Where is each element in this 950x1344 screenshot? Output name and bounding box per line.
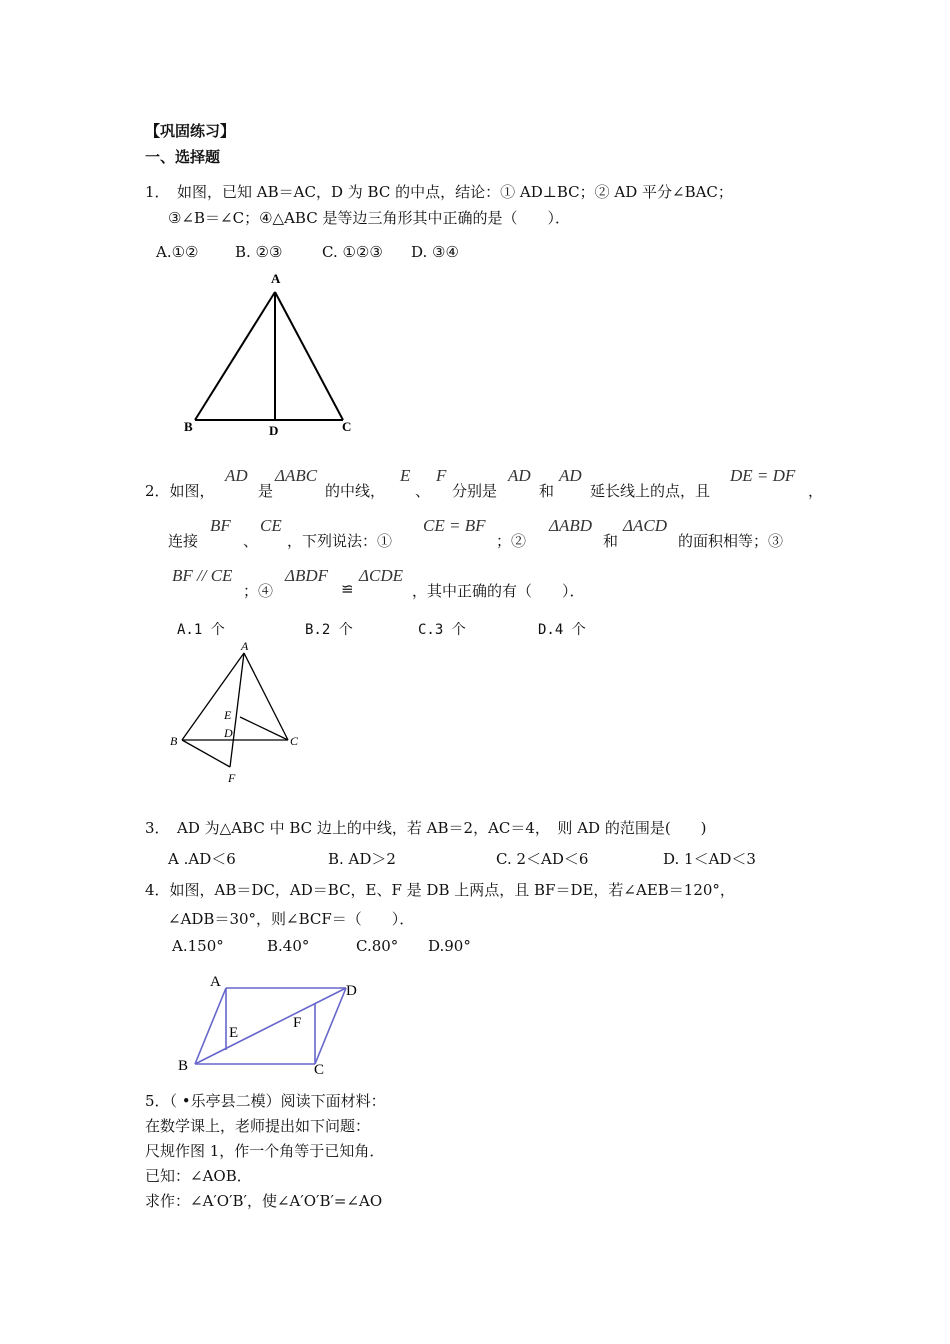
- q2-extension: 延长线上的点，且: [590, 482, 711, 500]
- q2-option-b: B.2 个: [305, 622, 353, 638]
- q2-label-d: D: [224, 726, 233, 740]
- q2-ad3: AD: [559, 466, 582, 485]
- q4-line1: 4．如图，AB＝DC，AD＝BC，E、F 是 DB 上两点，且 BF＝DE，若∠AEB＝120°，: [145, 881, 735, 899]
- q2-triangle-figure: [160, 635, 320, 790]
- q1-label-a: A: [271, 271, 281, 286]
- q1-line2: ③∠B＝∠C；④△ABC 是等边三角形其中正确的是（ ）．: [168, 209, 570, 227]
- q3-option-b: B. AD＞2: [328, 850, 396, 868]
- q2-congruent: ≌: [341, 580, 354, 598]
- q1-option-b: B. ②③: [235, 243, 283, 261]
- q2-and2: 和: [603, 532, 619, 550]
- q2-correct: ，其中正确的有（ ）．: [412, 582, 585, 600]
- q5-line4: 已知：∠AOB．: [145, 1167, 252, 1185]
- q5-line5: 求作：∠A′O′B′，使∠A′O′B′=∠AO: [145, 1192, 383, 1210]
- q2-abc: ΔABC: [275, 466, 318, 485]
- q4-label-c: C: [314, 1062, 325, 1078]
- q4-label-e: E: [229, 1025, 239, 1041]
- q2-dun: 、: [415, 482, 431, 500]
- q2-side-ac: [244, 653, 288, 740]
- q2-bdf: ΔBDF: [285, 566, 329, 585]
- q3-option-c: C. 2＜AD＜6: [496, 850, 589, 868]
- q2-connect: 连接: [168, 532, 199, 550]
- q4-option-c: C.80°: [356, 937, 399, 955]
- q2-median: 的中线，: [325, 482, 386, 500]
- q2-ad: AD: [225, 466, 248, 485]
- q4-label-f: F: [293, 1015, 302, 1031]
- q2-statements: ，下列说法：①: [287, 532, 393, 550]
- q1-label-b: B: [184, 419, 193, 434]
- q1-triangle-figure: [175, 265, 365, 445]
- q2-label-a: A: [241, 639, 249, 653]
- q2-label-e: E: [224, 708, 232, 722]
- q4-side-dc: [315, 988, 346, 1064]
- q2-segment-ce: [240, 717, 288, 740]
- q2-s4: ；④: [243, 582, 274, 600]
- q2-abd: ΔABD: [549, 516, 593, 535]
- q2-option-a: A.1 个: [177, 622, 225, 638]
- q1-label-d: D: [269, 423, 279, 438]
- q2-ce: CE: [260, 516, 282, 535]
- q3-option-d: D. 1＜AD＜3: [663, 850, 756, 868]
- q5-line1: 5．（ •乐亭县二模）阅读下面材料：: [145, 1092, 386, 1110]
- q2-ce-bf: CE = BF: [423, 516, 486, 535]
- q4-label-b: B: [178, 1058, 189, 1074]
- q2-bf-parallel-ce: BF // CE: [172, 566, 233, 585]
- q2-label-c: C: [290, 734, 299, 748]
- q2-label-b: B: [170, 734, 178, 748]
- q2-and: 和: [539, 482, 555, 500]
- section-title: 【巩固练习】: [145, 122, 236, 140]
- q2-option-d: D.4 个: [538, 622, 586, 638]
- q2-label-f: F: [228, 771, 236, 785]
- q2-prefix: 2．如图，: [145, 482, 215, 500]
- q3-line1: 3． AD 为△ABC 中 BC 边上的中线，若 AB＝2，AC＝4， 则 AD 的范围是( ): [145, 819, 707, 837]
- q2-ad2: AD: [508, 466, 531, 485]
- q2-e: E: [400, 466, 411, 485]
- q1-side-ab: [195, 292, 275, 420]
- q1-option-d: D. ③④: [411, 243, 459, 261]
- q4-label-a: A: [210, 974, 221, 990]
- q4-option-b: B.40°: [267, 937, 310, 955]
- q2-cde: ΔCDE: [359, 566, 403, 585]
- q2-respectively: 分别是: [452, 482, 498, 500]
- q4-option-a: A.150°: [172, 937, 224, 955]
- q2-comma: ，: [808, 482, 824, 500]
- section-heading: 一、选择题: [145, 148, 221, 166]
- q4-parallelogram-figure: [170, 962, 375, 1082]
- q1-option-c: C. ①②③: [322, 243, 383, 261]
- q5-line3: 尺规作图 1，作一个角等于已知角．: [145, 1142, 385, 1160]
- q4-side-ab: [195, 988, 226, 1064]
- q2-segment-bf: [182, 740, 230, 767]
- q2-area-equal: 的面积相等；③: [678, 532, 784, 550]
- q1-side-ac: [275, 292, 343, 420]
- q2-option-c: C.3 个: [418, 622, 466, 638]
- q2-dun2: 、: [243, 532, 259, 550]
- q2-de-df: DE = DF: [730, 466, 796, 485]
- q4-option-d: D.90°: [428, 937, 471, 955]
- q3-option-a: A .AD＜6: [168, 850, 236, 868]
- q4-label-d: D: [346, 983, 357, 999]
- q5-line2: 在数学课上，老师提出如下问题：: [145, 1117, 371, 1135]
- q2-f: F: [436, 466, 447, 485]
- q2-s2: ；②: [496, 532, 527, 550]
- q1-line1: 1． 如图，已知 AB＝AC，D 为 BC 的中点，结论：① AD⊥BC；② AD 平分∠BAC；: [145, 183, 733, 201]
- q2-is: 是: [258, 482, 274, 500]
- q2-bf: BF: [210, 516, 231, 535]
- q1-option-a: A.①②: [156, 243, 199, 261]
- q4-diagonal-bd: [195, 988, 346, 1064]
- q1-label-c: C: [342, 419, 352, 434]
- q2-acd: ΔACD: [623, 516, 667, 535]
- q4-line2: ∠ADB＝30°，则∠BCF＝（ ）．: [168, 910, 415, 928]
